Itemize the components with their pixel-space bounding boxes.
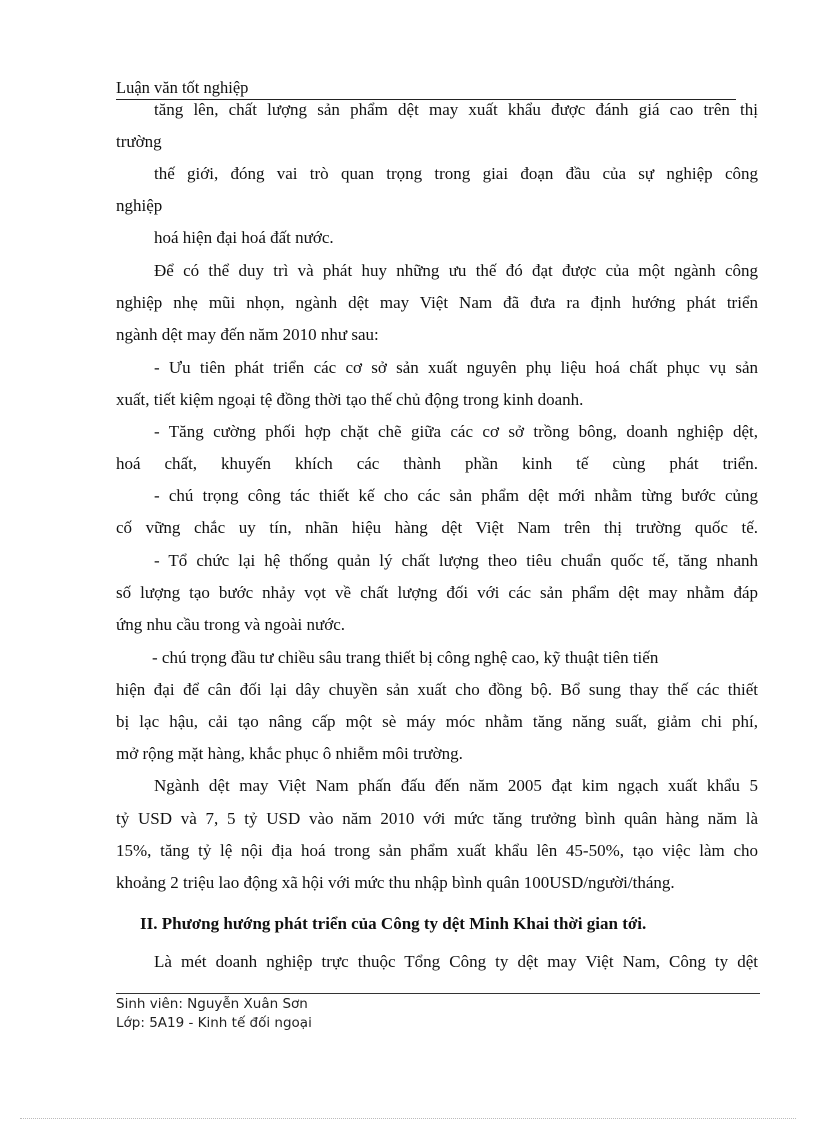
footer-class: Lớp: 5A19 - Kinh tế đối ngoại [116, 1015, 312, 1031]
text-line: - chú trọng công tác thiết kế cho các sản phẩm dệt mới nhằm từng bước củng [154, 486, 758, 505]
text-line: ứng nhu cầu trong và ngoài nước. [116, 615, 346, 634]
text-line: số lượng tạo bước nhảy vọt về chất lượng đối với các sản phẩm dệt may nhằm đáp [116, 583, 758, 602]
text-line: - Tăng cường phối hợp chặt chẽ giữa các cơ sở trồng bông, doanh nghiệp dệt, [154, 422, 758, 441]
page-footer [116, 995, 312, 1033]
text-line: mở rộng mặt hàng, khắc phục ô nhiễm môi trường. [116, 744, 463, 763]
text-line: tỷ USD và 7, 5 tỷ USD vào năm 2010 với mức tăng trưởng bình quân hàng năm là [116, 809, 758, 828]
text-line: - Tổ chức lại hệ thống quản lý chất lượng theo tiêu chuẩn quốc tế, tăng nhanh [154, 551, 758, 570]
text-line: tăng lên, chất lượng sản phẩm dệt may xuất khẩu được đánh giá cao trên thị [154, 100, 758, 119]
text-line: - chú trọng đầu tư chiều sâu trang thiết bị công nghệ cao, kỹ thuật tiên tiến [152, 648, 659, 667]
footer-divider [116, 993, 760, 994]
text-line: cố vững chắc uy tín, nhãn hiệu hàng dệt Việt Nam trên thị trường quốc tế. [116, 518, 758, 537]
text-line: - Ưu tiên phát triển các cơ sở sản xuất nguyên phụ liệu hoá chất phục vụ sản [154, 358, 758, 377]
text-line: thế giới, đóng vai trò quan trọng trong giai đoạn đầu của sự nghiệp công [154, 164, 758, 183]
footer-student: Sinh viên: Nguyễn Xuân Sơn [116, 996, 308, 1012]
text-line: Ngành dệt may Việt Nam phấn đấu đến năm 2005 đạt kim ngạch xuất khẩu 5 [154, 776, 758, 795]
text-line: hiện đại để cân đối lại dây chuyền sản xuất cho đồng bộ. Bổ sung thay thế các thiết [116, 680, 758, 699]
text-line: bị lạc hậu, cải tạo nâng cấp một sè máy móc nhằm tăng năng suất, giảm chi phí, [116, 712, 758, 731]
text-line: nghiệp nhẹ mũi nhọn, ngành dệt may Việt Nam đã đưa ra định hướng phát triển [116, 293, 758, 312]
text-line: hoá chất, khuyến khích các thành phần kinh tế cùng phát triển. [116, 454, 758, 473]
text-line: ngành dệt may đến năm 2010 như sau: [116, 325, 379, 344]
text-line: nghiệp [116, 196, 163, 215]
text-line: 15%, tăng tỷ lệ nội địa hoá trong sản phẩm xuất khẩu lên 45-50%, tạo việc làm cho [116, 841, 758, 860]
text-line: hoá hiện đại hoá đất nước. [154, 228, 334, 247]
text-line: khoảng 2 triệu lao động xã hội với mức thu nhập bình quân 100USD/người/tháng. [116, 873, 675, 892]
text-line: Để có thể duy trì và phát huy những ưu thế đó đạt được của một ngành công [154, 261, 758, 280]
text-line: xuất, tiết kiệm ngoại tệ đồng thời tạo thế chủ động trong kinh doanh. [116, 390, 584, 409]
text-line: Là mét doanh nghiệp trực thuộc Tổng Công ty dệt may Việt Nam, Công ty dệt [154, 952, 758, 971]
text-line: trường [116, 132, 162, 151]
page-bottom-edge [20, 1118, 796, 1119]
page-header: Luận văn tốt nghiệp [116, 78, 736, 100]
section-heading: II. Phương hướng phát triển của Công ty dệt Minh Khai thời gian tới. [140, 914, 647, 933]
